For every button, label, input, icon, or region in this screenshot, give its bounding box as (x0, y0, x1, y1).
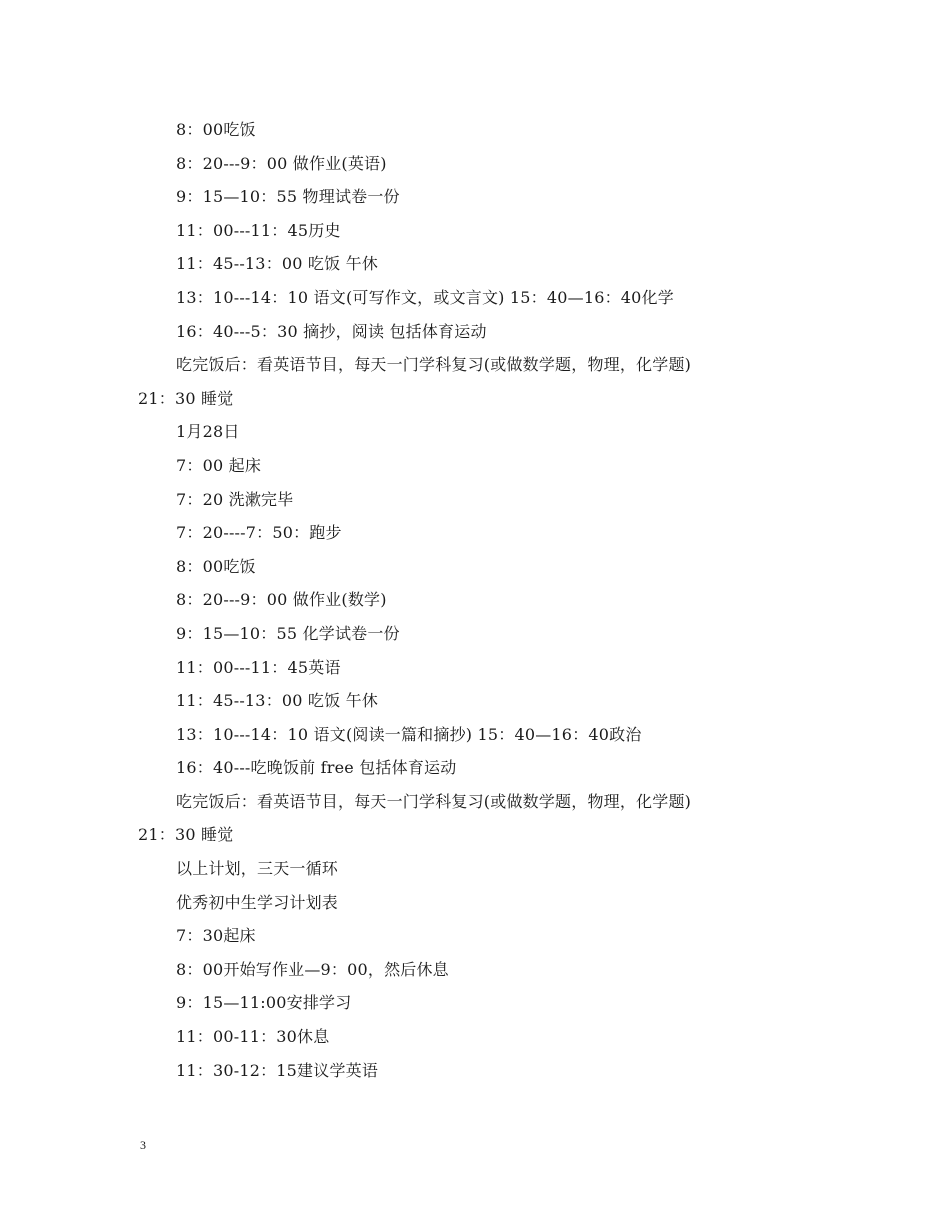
text-line: 9：15—10：55 化学试卷一份 (176, 623, 400, 643)
text-line: 7：00 起床 (176, 455, 262, 475)
text-line: 以上计划，三天一循环 (176, 859, 339, 879)
text-line: 吃完饭后：看英语节目，每天一门学科复习(或做数学题，物理，化学题) (176, 355, 692, 375)
text-line: 9：15—10：55 物理试卷一份 (176, 187, 400, 207)
text-line: 16：40---5：30 摘抄，阅读 包括体育运动 (176, 321, 487, 341)
text-line: 9：15—11:00安排学习 (176, 993, 352, 1013)
text-line: 8：00开始写作业—9：00，然后休息 (176, 959, 449, 979)
text-line: 8：00吃饭 (176, 556, 256, 576)
text-line: 7：20----7：50：跑步 (176, 523, 342, 543)
text-line: 11：45--13：00 吃饭 午休 (176, 254, 379, 274)
text-line: 21：30 睡觉 (138, 388, 234, 408)
text-line: 7：30起床 (176, 926, 256, 946)
text-line: 11：00---11：45历史 (176, 220, 341, 240)
text-line: 11：30-12：15建议学英语 (176, 1060, 379, 1080)
text-line: 8：20---9：00 做作业(英语) (176, 153, 387, 173)
text-line: 7：20 洗漱完毕 (176, 489, 294, 509)
text-line: 吃完饭后：看英语节目，每天一门学科复习(或做数学题，物理，化学题) (176, 791, 692, 811)
text-line: 21：30 睡觉 (138, 825, 234, 845)
document-body (138, 113, 878, 1087)
page-number: 3 (140, 1138, 146, 1152)
date-heading: 1月28日 (176, 422, 240, 442)
text-line: 13：10---14：10 语文(阅读一篇和摘抄) 15：40—16：40政治 (176, 724, 642, 744)
section-title: 优秀初中生学习计划表 (176, 892, 339, 912)
text-line: 16：40---吃晚饭前 free 包括体育运动 (176, 758, 457, 778)
text-line: 8：20---9：00 做作业(数学) (176, 590, 387, 610)
text-line: 8：00吃饭 (176, 120, 256, 139)
text-line: 11：45--13：00 吃饭 午休 (176, 691, 379, 711)
text-line: 11：00-11：30休息 (176, 1027, 330, 1047)
text-line: 11：00---11：45英语 (176, 657, 341, 677)
text-line: 13：10---14：10 语文(可写作文，或文言文) 15：40—16：40化学 (176, 287, 674, 307)
